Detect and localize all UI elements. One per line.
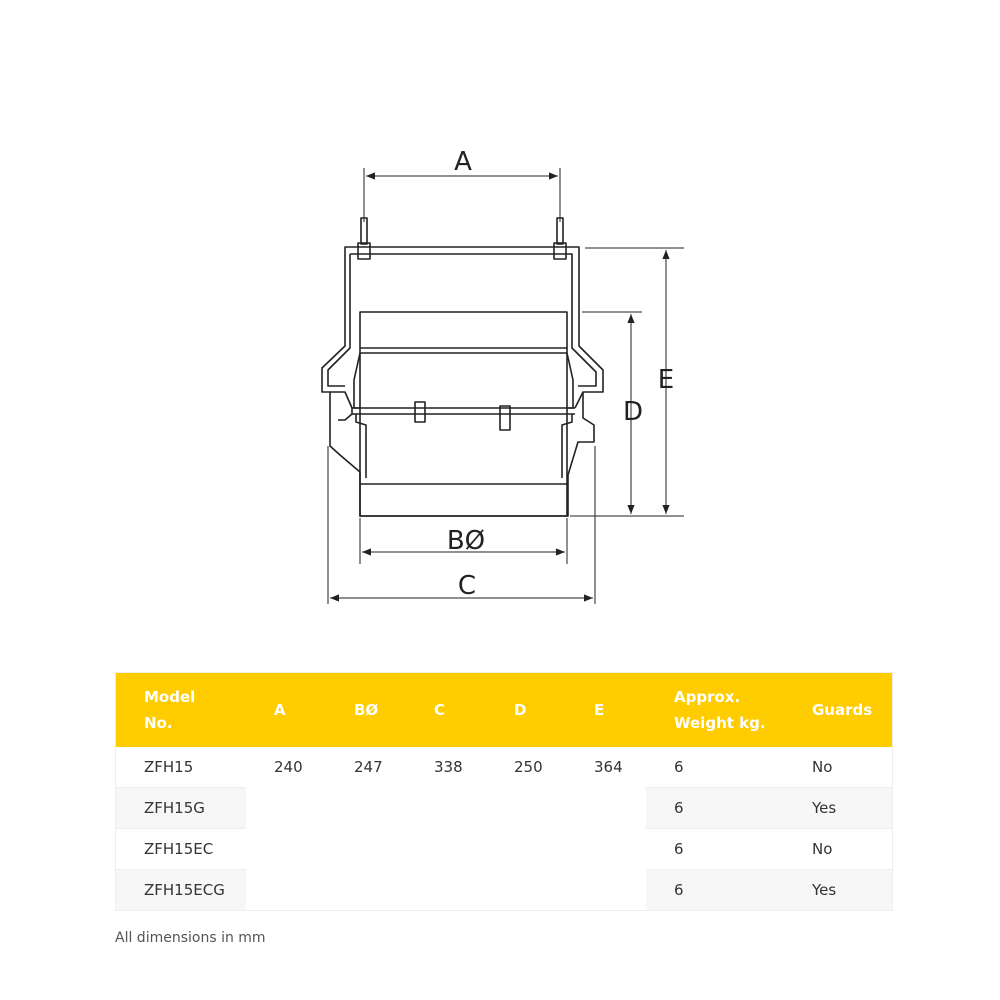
dimension-label-b: BØ	[446, 526, 486, 556]
header-d: D	[486, 673, 566, 748]
cell-weight: 6	[646, 788, 784, 829]
table-header-row	[116, 673, 893, 748]
cell-weight: 6	[646, 829, 784, 870]
cell-model: ZFH15EC	[116, 829, 247, 870]
header-model: Model No.	[116, 673, 247, 748]
cell-model: ZFH15	[116, 747, 247, 788]
fan-housing-outline	[322, 218, 603, 516]
header-c: C	[406, 673, 486, 748]
cell-weight: 6	[646, 747, 784, 788]
cell-weight: 6	[646, 870, 784, 911]
cell-b: 247	[326, 747, 406, 788]
cell-model: ZFH15ECG	[116, 870, 247, 911]
header-guards: Guards	[784, 673, 893, 748]
cell-guards: No	[784, 747, 893, 788]
dimension-label-a: A	[454, 147, 472, 177]
cell-c: 338	[406, 747, 486, 788]
header-b: BØ	[326, 673, 406, 748]
cell-guards: Yes	[784, 788, 893, 829]
cell-guards: No	[784, 829, 893, 870]
table-row	[116, 829, 893, 870]
header-a: A	[246, 673, 326, 748]
dimension-label-c: C	[457, 571, 477, 601]
cell-guards: Yes	[784, 870, 893, 911]
cell-e: 364	[566, 747, 646, 788]
cell-model: ZFH15G	[116, 788, 247, 829]
cell-a: 240	[246, 747, 326, 788]
cell-d: 250	[486, 747, 566, 788]
dimensions-footnote: All dimensions in mm	[115, 930, 266, 946]
dimension-label-e: E	[657, 365, 675, 395]
dimension-lines	[328, 168, 684, 604]
header-e: E	[566, 673, 646, 748]
specification-table	[115, 672, 893, 911]
dimension-label-d: D	[622, 397, 644, 427]
table-row	[116, 788, 893, 829]
table-row	[116, 747, 893, 788]
header-weight: Approx. Weight kg.	[646, 673, 784, 748]
table-row	[116, 870, 893, 911]
